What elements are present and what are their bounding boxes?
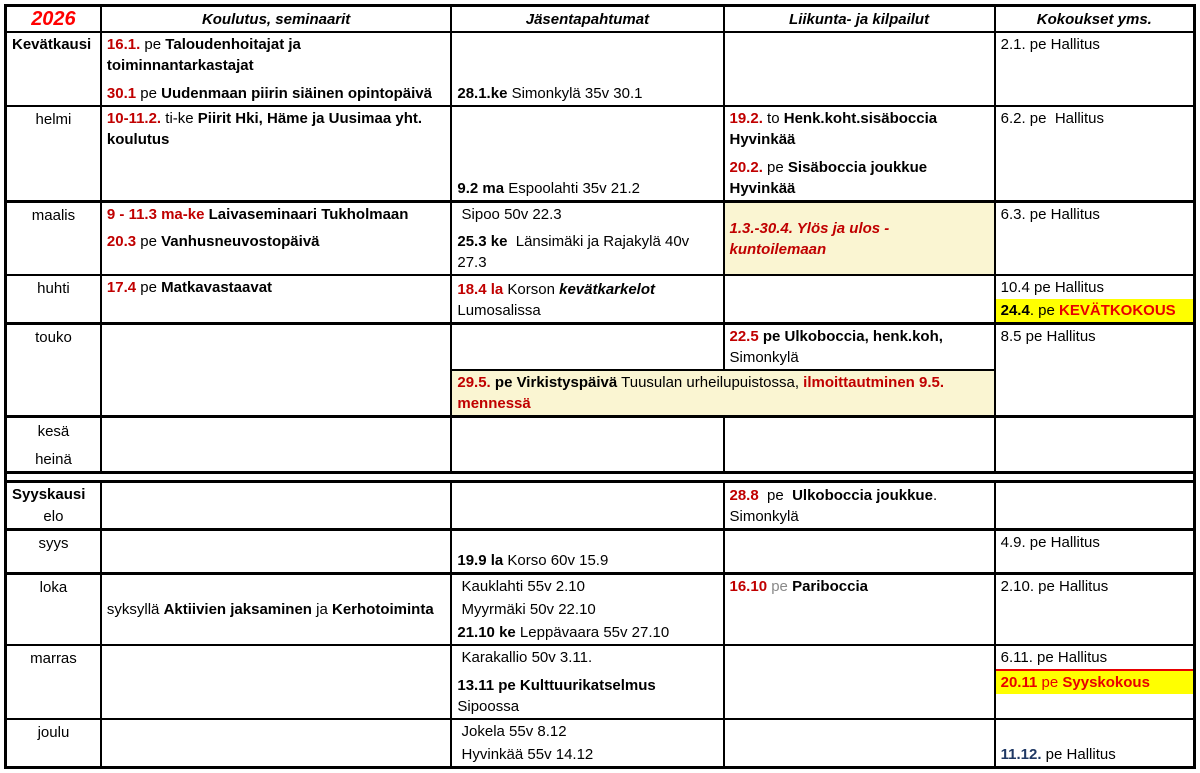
event-title: Matkavastaavat: [161, 279, 273, 296]
event-day: pe: [140, 36, 166, 53]
month-cell: loka: [6, 574, 101, 646]
month-cell: touko: [6, 324, 101, 417]
event-date: 17.4: [106, 279, 137, 296]
event-line: Karakallio 50v 3.11.: [457, 649, 593, 666]
cell-liikunta: [724, 530, 995, 574]
event-day: pe: [1037, 674, 1063, 691]
autumn-meeting-highlight: [996, 669, 1193, 694]
event-line: [452, 674, 722, 718]
event-title: Piirit Hki, Häme ja Uusimaa yht. koulutus: [106, 110, 427, 148]
row-touko: [6, 324, 1195, 371]
event-text: ja: [311, 601, 332, 618]
event-date: 9.2 ma: [457, 180, 505, 197]
cell-jasentapahtumat: [451, 530, 723, 574]
event-date: 24.4: [1000, 302, 1030, 319]
event-date: 19.2.: [729, 110, 763, 127]
event-line: [996, 743, 1193, 766]
event-title: Ulkoboccia, henk.koh,: [784, 328, 943, 345]
event-day: pe: [758, 487, 793, 504]
month-cell: joulu: [6, 719, 101, 768]
cell-koulutus: [101, 275, 451, 324]
cell-jasentapahtumat: [451, 645, 723, 719]
cell-jasentapahtumat: [451, 574, 723, 646]
event-line: [102, 230, 450, 253]
event-title: Virkistyspäivä: [516, 374, 618, 391]
recreation-day-banner: [451, 370, 994, 417]
cell-liikunta: [724, 574, 995, 646]
separator-band: [6, 473, 1195, 482]
column-header-liikunta: Liikunta- ja kilpailut: [724, 6, 995, 33]
event-line: 2.10. pe Hallitus: [1000, 578, 1109, 595]
event-text: Korson: [503, 281, 560, 298]
cell-liikunta: [724, 106, 995, 202]
cell-jasentapahtumat: [451, 275, 723, 324]
event-line: [102, 203, 450, 226]
event-title: Pariboccia: [792, 578, 868, 595]
event-line: 2.1. pe Hallitus: [1000, 36, 1100, 53]
event-line: 6.3. pe Hallitus: [1000, 206, 1100, 223]
header-row: [6, 6, 1195, 33]
month-cell: huhti: [6, 275, 101, 324]
event-title: pe Hallitus: [1041, 746, 1116, 763]
event-line: [452, 621, 722, 644]
column-header-koulutus: Koulutus, seminaarit: [101, 6, 451, 33]
event-title: Aktiivien jaksaminen: [163, 601, 312, 618]
month-cell: [6, 482, 101, 530]
cell-jasentapahtumat: [451, 417, 723, 473]
cell-koulutus: [101, 719, 451, 768]
event-date: 18.4 la: [457, 281, 504, 298]
cell-jasentapahtumat: [451, 32, 723, 106]
event-title: Vanhusneuvostopäivä: [161, 233, 320, 250]
event-title: Syyskokous: [1062, 674, 1150, 691]
cell-koulutus: [101, 645, 451, 719]
cell-jasentapahtumat: [451, 482, 723, 530]
event-day: pe: [136, 279, 162, 296]
row-loka: [6, 574, 1195, 646]
event-line: [452, 177, 722, 200]
event-title: Taloudenhoitajat ja toiminnantarkastajat: [106, 36, 306, 74]
event-line: Jokela 55v 8.12: [457, 723, 567, 740]
event-line: 6.11. pe Hallitus: [1000, 649, 1108, 666]
row-syys: [6, 530, 1195, 574]
event-day: to: [762, 110, 784, 127]
event-date: 16.10: [729, 578, 768, 595]
season-label: Syyskausi: [12, 486, 86, 503]
cell-liikunta: [724, 324, 995, 371]
event-line: 8.5 pe Hallitus: [1000, 328, 1096, 345]
banner-line: [452, 371, 993, 415]
cell-kokoukset: [995, 275, 1195, 324]
cell-jasentapahtumat: [451, 324, 723, 371]
event-title: Kerhotoiminta: [332, 601, 434, 618]
cell-kokoukset: [995, 482, 1195, 530]
event-title: Laivaseminaari Tukholmaan: [208, 206, 409, 223]
event-line: [452, 230, 722, 274]
event-day: pe: [136, 85, 162, 102]
event-title: Uudenmaan piirin siäinen opintopäivä: [161, 85, 432, 102]
event-day: ti-ke: [161, 110, 198, 127]
cell-koulutus: [101, 482, 451, 530]
cell-koulutus: [101, 574, 451, 646]
event-date: 20.3: [106, 233, 137, 250]
row-kevatkausi: [6, 32, 1195, 106]
cell-liikunta: [724, 645, 995, 719]
cell-kokoukset: [995, 32, 1195, 106]
event-day: . pe: [1029, 302, 1060, 319]
event-day: pe: [758, 328, 785, 345]
month-cell: [6, 417, 101, 473]
cell-kokoukset: [995, 530, 1195, 574]
cell-liikunta: [724, 32, 995, 106]
event-title: kevätkarkelot: [559, 281, 656, 298]
month-label: elo: [43, 508, 64, 525]
cell-koulutus: [101, 417, 451, 473]
event-date: 20.11: [1000, 674, 1038, 691]
calendar-table: [4, 4, 1196, 769]
row-marras: [6, 645, 1195, 719]
event-date: 10-11.2.: [106, 110, 162, 127]
row-helmi: [6, 106, 1195, 202]
event-date: 29.5.: [457, 374, 491, 391]
cell-kokoukset: [995, 719, 1195, 768]
season-label: Kevätkausi: [12, 36, 92, 53]
event-line: 4.9. pe Hallitus: [1000, 534, 1100, 551]
row-joulu: [6, 719, 1195, 768]
cell-koulutus: [101, 324, 451, 417]
cell-liikunta: [724, 719, 995, 768]
month-cell: [6, 32, 101, 106]
event-title: Sisäboccia joukkue Hyvinkää: [729, 159, 932, 197]
month-cell: maalis: [6, 202, 101, 276]
event-date: 16.1.: [106, 36, 141, 53]
event-line: [452, 82, 722, 105]
row-kesa-heina: [6, 417, 1195, 473]
event-line: Myyrmäki 50v 22.10: [457, 601, 596, 618]
event-text: Lumosalissa: [457, 281, 664, 319]
month-label: heinä: [35, 451, 72, 468]
year-header: 2026: [6, 6, 101, 33]
month-cell: marras: [6, 645, 101, 719]
event-line: [102, 276, 450, 299]
cell-kokoukset: [995, 324, 1195, 417]
event-date: 20.2.: [729, 159, 763, 176]
event-day: pe: [762, 159, 788, 176]
spring-meeting-highlight: [996, 299, 1193, 322]
event-note: ilmoittautminen 9.5. mennessä: [457, 374, 949, 412]
event-date: 28.1.ke: [457, 85, 508, 102]
month-cell: syys: [6, 530, 101, 574]
cell-koulutus: [101, 530, 451, 574]
event-date: 21.10 ke: [457, 624, 516, 641]
cell-kokoukset: [995, 417, 1195, 473]
event-line: [452, 278, 722, 322]
event-date: 13.11 pe Kulttuurikatselmus: [457, 677, 656, 694]
event-line: [725, 156, 994, 200]
season-separator: [6, 473, 1195, 482]
event-title: KEVÄTKOKOUS: [1059, 302, 1176, 319]
cell-kokoukset: [995, 645, 1195, 719]
event-title: Henk.koht.sisäboccia Hyvinkää: [729, 110, 946, 148]
month-label: kesä: [37, 423, 70, 440]
event-date: 22.5: [729, 328, 759, 345]
column-header-kokoukset: Kokoukset yms.: [995, 6, 1195, 33]
event-text: . Simonkylä: [729, 487, 942, 525]
event-line: Kauklahti 55v 2.10: [457, 578, 585, 595]
cell-jasentapahtumat: [451, 719, 723, 768]
event-title: Ulkoboccia joukkue: [792, 487, 933, 504]
event-line: [452, 549, 722, 572]
event-title: Simonkylä 35v 30.1: [507, 85, 643, 102]
column-header-jasentapahtumat: Jäsentapahtumat: [451, 6, 723, 33]
event-date: 25.3 ke: [457, 233, 508, 250]
row-maalis: [6, 202, 1195, 276]
event-line: [725, 325, 994, 369]
row-syyskausi-elo: [6, 482, 1195, 530]
event-date: 19.9 la: [457, 552, 504, 569]
event-text: Simonkylä: [729, 328, 948, 366]
event-line: [102, 107, 450, 151]
event-date: 11.12.: [1000, 746, 1042, 763]
event-title: Länsimäki ja Rajakylä 40v 27.3: [457, 233, 694, 271]
event-text: Tuusulan urheilupuistossa,: [617, 374, 804, 391]
event-day: pe: [767, 578, 793, 595]
month-cell: helmi: [6, 106, 101, 202]
event-line: Hyvinkää 55v 14.12: [457, 746, 594, 763]
event-line: [102, 598, 450, 621]
cell-kokoukset: [995, 106, 1195, 202]
event-title: Espoolahti 35v 21.2: [504, 180, 640, 197]
cell-liikunta-campaign: [724, 202, 995, 276]
event-text: syksyllä: [106, 601, 164, 618]
event-day: pe: [136, 233, 162, 250]
campaign-text: 1.3.-30.4. Ylös ja ulos - kuntoilemaan: [729, 219, 894, 258]
cell-koulutus: [101, 202, 451, 276]
cell-liikunta: [724, 482, 995, 530]
event-day: pe: [490, 374, 517, 391]
cell-liikunta: [724, 417, 995, 473]
cell-liikunta: [724, 275, 995, 324]
cell-jasentapahtumat: [451, 106, 723, 202]
event-line: Sipoo 50v 22.3: [457, 206, 562, 223]
row-huhti: [6, 275, 1195, 324]
cell-koulutus: [101, 32, 451, 106]
event-line: [102, 82, 450, 105]
event-line: [725, 107, 994, 151]
cell-kokoukset: [995, 202, 1195, 276]
event-title: Sipoossa: [457, 677, 660, 715]
event-title: Leppävaara 55v 27.10: [515, 624, 670, 641]
event-line: [102, 33, 450, 77]
event-line: [725, 575, 994, 598]
cell-jasentapahtumat: [451, 202, 723, 276]
event-line: 6.2. pe Hallitus: [1000, 110, 1105, 127]
event-line: [725, 484, 994, 528]
event-line: 10.4 pe Hallitus: [1000, 279, 1105, 296]
cell-koulutus: [101, 106, 451, 202]
event-date: 9 - 11.3 ma-ke: [106, 206, 205, 223]
event-date: 28.8: [729, 487, 759, 504]
cell-kokoukset: [995, 574, 1195, 646]
event-title: Korso 60v 15.9: [503, 552, 609, 569]
event-date: 30.1: [106, 85, 137, 102]
